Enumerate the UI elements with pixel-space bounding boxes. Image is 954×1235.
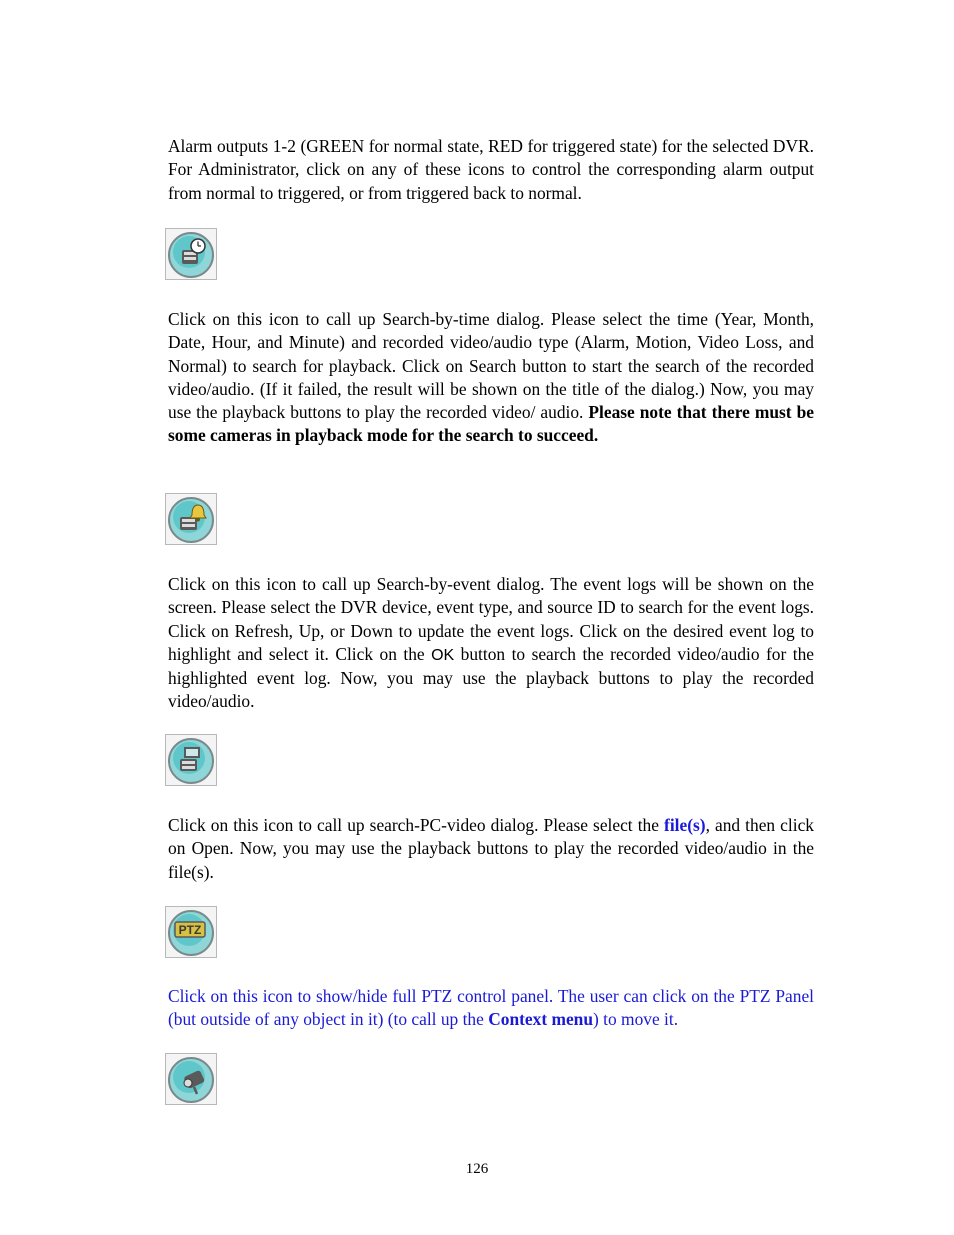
search-by-event-icon[interactable] (165, 493, 217, 545)
search-pc-video-text: Click on this icon to call up search-PC-video dialog. Please select the (168, 815, 665, 835)
ok-label: OK (431, 646, 455, 664)
ptz-icon[interactable] (165, 906, 217, 958)
alarm-outputs-paragraph: Alarm outputs 1-2 (GREEN for normal state, RED for triggered state) for the selected DVR. For Administrator, click on any of these icons to control the corresponding alarm output from normal to triggered, or from triggered back to normal. (168, 136, 814, 203)
ptz-text: Click on this icon to show/hide full PTZ control panel. The user can click on the PTZ Panel (but outside of any object in it) (to call up the (168, 986, 814, 1030)
search-pc-video-icon[interactable] (165, 734, 217, 786)
search-pc-video-text-end: , and then click on Open. Now, you may use the playback buttons to play the recorded video/audio in the file(s). (168, 815, 814, 882)
search-by-event-paragraph (168, 573, 814, 714)
page-number: 126 (465, 1161, 489, 1177)
search-by-event-text: Click on this icon to call up Search-by-event dialog. The event logs will be shown on the screen. Please select the DVR device, event type, and source ID to search for the event logs. Click on Refresh, Up, or Down to update the event logs. Click on the desired event log to highlight and select it. Click on the (168, 574, 814, 664)
search-by-event-text-end: button to search the recorded video/audio for the highlighted event log. Now, you may use the playback buttons to play the recorded video/audio. (168, 643, 814, 712)
search-pc-video-paragraph (168, 814, 814, 884)
ptz-paragraph (168, 985, 814, 1032)
camera-icon[interactable] (165, 1053, 217, 1105)
search-by-time-paragraph (168, 308, 814, 448)
ptz-icon-label: PTZ (178, 923, 202, 937)
search-by-time-text: Click on this icon to call up Search-by-time dialog. Please select the time (Year, Month, Date, Hour, and Minute) and recorded video/audio type (Alarm, Motion, Video Loss, and Normal) to search for playback. Click on Search button to start the search of the recorded video/audio. (If it failed, the result will be shown on the title of the dialog.) Now, you may use the playback buttons to play the recorded video/ audio. (168, 309, 814, 423)
ptz-text-end: ) to move it. (593, 1009, 679, 1030)
files-link[interactable]: file(s) (664, 815, 706, 835)
search-by-time-note: Please note that there must be some cameras in playback mode for the search to succeed. (168, 402, 814, 446)
context-menu-link[interactable]: Context menu (488, 1009, 594, 1030)
search-by-time-icon[interactable] (165, 228, 217, 280)
